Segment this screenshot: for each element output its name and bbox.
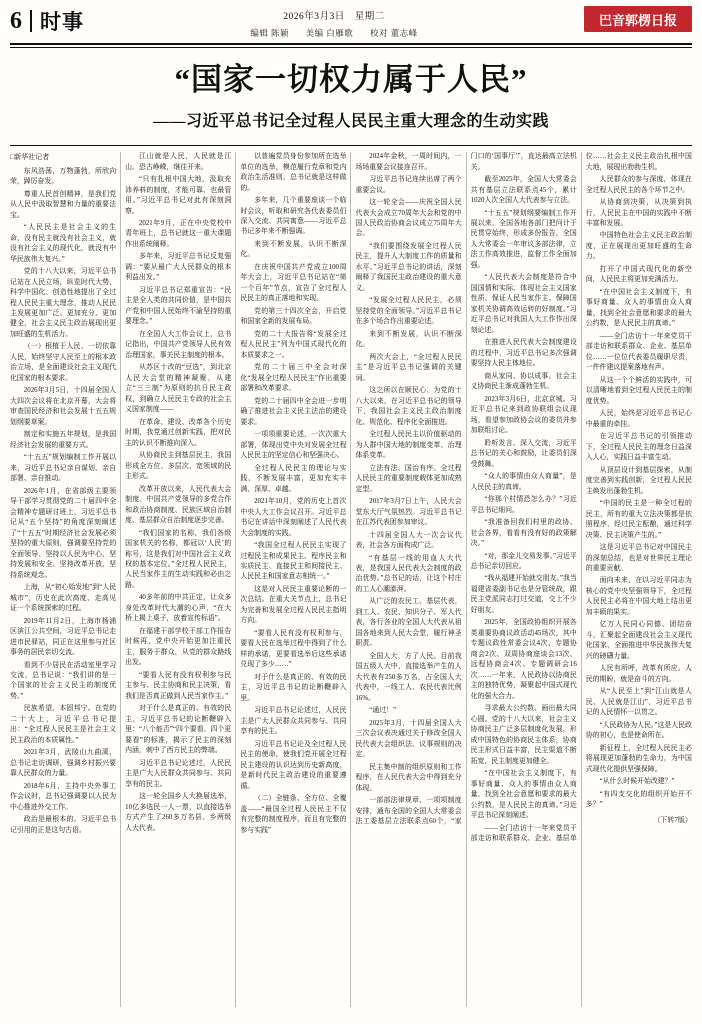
body-paragraph: 40多年前的中共正定，让众多身处改革时代大潮的心声，“在大桥上揭上桌子，放着宣传标语”。 <box>125 594 232 623</box>
body-paragraph: 从顶层设计到基层探索，从制度完善到实践创新，全过程人民民主焕发出蓬勃生机。 <box>585 466 692 495</box>
body-paragraph: 这一轮全国乡人大换届选举，10亿多选民一人一票，以直接选举方式产生了260多万名县、乡两级人大代表。 <box>125 793 232 832</box>
body-paragraph: 2018年6月，主持中央外事工作会议时，总书记强调要以人民为中心推进外交工作。 <box>10 782 117 811</box>
body-paragraph: 党的二十大报告将“发展全过程人民民主”列为中国式现代化的本质要求之一。 <box>240 330 347 359</box>
body-paragraph: 新征程上，全过程人民民主必将展现更加蓬勃的生命力，为中国式现代化提供坚强保障。 <box>585 744 692 773</box>
body-paragraph: “在中国社会主义制度下，有事好商量、众人的事情由众人商量，找到全社会意愿和要求的最大公约数，是人民民主的真谛。”习近平总书记深刻阐述。 <box>470 770 577 820</box>
body-paragraph: 人民，始终是习近平总书记心中最重的牵挂。 <box>585 410 692 428</box>
body-paragraph: “我们国家的名称，我们各级国家机关的名称，都冠以‘人民’的称号，这是我们对中国社会主义政权的基本定位。”全过程人民民主，人民当家作主的生动实践和必由之路。 <box>125 529 232 589</box>
body-paragraph: 从协商到决策，从决策到执行，人民民主在中国的实践中不断丰富和发展。 <box>585 199 692 227</box>
body-paragraph: 这是对人民民主重要论断的一次总结。在重大关节点上，总书记为完善和发展全过程人民民主指明方向。 <box>240 585 347 625</box>
page-number: 6 <box>10 8 22 34</box>
body-paragraph: 改革开放以来，人民代表大会制度、中国共产党领导的多党合作和政治协商制度、民族区域自治制度、基层群众自治制度逐步完善。 <box>125 485 232 525</box>
body-paragraph: 一项项重要论述，一次次重大部署，体现出党中央对发展全过程人民民主的坚定信心和坚强决心。 <box>240 431 347 460</box>
body-paragraph: 全过程人民民主的理论与实践，不断发展丰富，更加充实丰满、深厚、卓越。 <box>240 464 347 493</box>
credit-proofreader: 校对 董志峰 <box>369 28 418 38</box>
body-paragraph: 对于什么是真正的、有效的民主，习近平总书记的论断鞭辟入里：“八个能否”“四个要看、四个更要看”的标准，揭示了民主的深刻内涵，刺中了西方民主的弊端。 <box>125 705 232 755</box>
body-paragraph: 多年来，习近平总书记反复强调：“要从最广大人民群众的根本利益出发。” <box>125 253 232 282</box>
body-paragraph: “要看人民有没有权利参与民主参与、民主协商和民主决策，看我们是否真正做到人民当家作主。” <box>125 671 232 700</box>
body-paragraph: 江山就是人民，人民就是江山。恐古峥嵘，继往开来。 <box>125 153 232 171</box>
body-paragraph: 从这一个个鲜活的实践中，可以清晰地看到全过程人民民主的制度优势。 <box>585 376 692 405</box>
body-paragraph: “发展全过程人民民主，必须坚持党的全面领导。”习近平总书记在多个场合作出重要论述。 <box>355 297 462 326</box>
body-paragraph: 2023年3月6日，北京京城。习近平总书记来到政协联组会议现场，看望参加政协会议的委员并参加联组讨论。 <box>470 395 577 435</box>
body-paragraph: 民族希望、本固邦宁。在党的二十大上，习近平总书记提出：“全过程人民民主是社会主义民主政治的本质属性。” <box>10 705 117 744</box>
body-paragraph: ——全门店访十一年来党员干部走访和联系群众、企业、基层单位……社会主义民主政治扎根中国大地，展现出勃勃生机。 <box>470 153 692 843</box>
body-paragraph: 党的第三十四次全会，开启党和国家全新的发展布局。 <box>240 307 347 326</box>
body-paragraph: 来到不断发展，认识不断深化。 <box>240 240 347 259</box>
body-paragraph: “从什么时候开始改建？” <box>599 778 675 786</box>
body-paragraph: “对，那金儿交易发事。”习近平总书记亲切回应。 <box>470 552 577 570</box>
body-paragraph: “人民代表大会制度是符合中国国情和实际、体现社会主义国家性质、保证人民当家作主、保障国家机关协调高效运转的好制度。”习近平总书记对我国人大工作作出深刻论述。 <box>470 274 577 334</box>
body-paragraph: 尊重人民首创精神，是我们党从人民中汲取智慧和力量的重要法宝。 <box>10 190 117 219</box>
body-paragraph: 从“人民至上”到“江山就是人民、人民就是江山”，习近平总书记的人民情怀一以贯之。 <box>585 688 692 717</box>
body-paragraph: 打开了中国式现代化的新空间，人民民主将更加充满活力。 <box>585 265 692 284</box>
body-paragraph: “通过！” <box>369 707 397 715</box>
body-paragraph: 习近平总书记论及全过程人民民主的使命，使我们党开展全过程民主建设的认识达到历史新高度，是新时代民主政治建设的重要遵循。 <box>240 740 347 790</box>
body-paragraph: （一）根植于人民、一切依靠人民，始终坚守人民至上的根本政治立场，是全面建设社会主义现代化国家的根本要求。 <box>10 343 117 382</box>
body-paragraph: 2021年9月，正在中央党校中青年班上，总书记就这一重大课题作出系统阐释。 <box>125 219 232 248</box>
body-paragraph: 两次大会上，“全过程人民民主”是习近平总书记强调的关键词。 <box>355 353 462 382</box>
body-paragraph: 这一轮全会——庆祝全国人民代表大会成立70周年大会和党的中国人民政治协商会议成立75周年大会。 <box>355 199 462 238</box>
body-paragraph: “中国的民主是一种全过程的民主，所有的重大立法决策都是依照程序、经过民主酝酿，通过科学决策、民主决策产生的。” <box>585 500 692 539</box>
credit-designer: 美编 白雁歌 <box>305 28 354 38</box>
body-paragraph: 2025年，全国政协组织开展各类重要协商议政活动45场次，其中专题议政性常委会议4次、专题协商会2次、双周协商座谈会13次、远程协商会4次、专题调研会16次……一年来，人民政协以协商民主的独特优势，凝聚起中国式现代化的强大合力。 <box>470 619 577 700</box>
article-headline: “国家一切权力属于人民” <box>174 61 528 97</box>
body-paragraph: “有四支交化的组织开始开不多？” <box>585 790 692 809</box>
body-paragraph: 全国人大，方了人民。目前我国五级人大中，直接选举产生的人大代表有250多万名，占全国人大代表中，一线工人、农民代表比例16%。 <box>355 652 462 702</box>
body-paragraph: 党的二十届四中全会进一步明确了推进社会主义民主法治的建设要求。 <box>240 397 347 426</box>
body-paragraph: 党的十八大以来，习近平总书记站在人民立场，纵览时代大势，科学中国化、创造性地提出了全过程人民民主重大理念，推动人民民主发展更加广泛、更加充分、更加健全，社会主义民主政治展现出更加旺盛的生机活力。 <box>10 268 117 338</box>
body-paragraph: 商从家同、协以成事。社会主义协商民主渐成蓬勃生机。 <box>470 372 577 391</box>
body-paragraph: 在习近平总书记的引领推动下，全过程人民民主的理念日益深入人心，实践日益丰富生动。 <box>585 433 692 462</box>
body-paragraph: “我国全过程人民民主实现了过程民主和成果民主、程序民主和实质民主、直接民主和间接民主、人民民主和国家意志相统一。” <box>240 542 347 581</box>
masthead-left <box>10 6 84 36</box>
body-paragraph: 习近平总书记连续出席了两个重要会议。 <box>355 176 462 194</box>
body-paragraph: “我们要围绕发展全过程人民民主，提升人大制度工作的质量和水平。”习近平总书记的讲话，深刻阐释了我国民主政治建设的重大意义。 <box>355 242 462 292</box>
body-paragraph: 制定和实施五年规划，是我国经济社会发展的重要方式。 <box>10 431 117 449</box>
body-paragraph: （二）全链条、全方位、全覆盖——“最国全过程人民民主不仅有完整的制度程序，而且有完整的参与实践” <box>240 795 347 834</box>
body-paragraph: 十四届全国人大一次会议代表，社会各方面构成广泛。 <box>355 531 462 550</box>
publication-date: 2026年3月3日 星期二 <box>283 12 385 22</box>
credit-editor: 编辑 陈颖 <box>250 28 290 38</box>
article-byline: □新华社记者 <box>10 153 50 162</box>
body-paragraph: 习近平总书记郑重宣告：“民主是全人类的共同价值，是中国共产党和中国人民始终不渝坚持的重要理念。” <box>125 286 232 326</box>
body-paragraph: “只有扎根中国大地，汲取充沛养料的制度，才能可靠、也最管用。”习近平总书记对此有深刻洞察。 <box>125 176 232 215</box>
body-paragraph: 2017年3月7日上午，人民大会堂东大厅气氛热烈。习近平总书记在江苏代表团参加审议。 <box>355 498 462 527</box>
body-paragraph: 人民群众的参与深度，体现在全过程人民民主的各个环节之中。 <box>585 176 692 194</box>
body-paragraph: 2021年10月，党的历史上首次中央人大工作会议召开。习近平总书记在讲话中深刻阐述了人民代表大会制度的实践。 <box>240 498 347 537</box>
body-paragraph: 从苏区十改的“豆选”，到北京人民大会堂的精神凝聚，从建立“三三制”为原则的抗日民主政权，到确立人民民主专政的社会主义国家制度—— <box>125 364 232 414</box>
body-paragraph: “众人的事情由众人商量”，是人民民主的真谛。 <box>470 473 577 491</box>
masthead-rule <box>10 43 692 45</box>
body-paragraph: 在福建干部学校干部工作报告时候再，党中央开始更加注重民主，服务于群众，从党的群众路线出发。 <box>125 627 232 667</box>
section-name: 时事 <box>40 10 84 34</box>
body-paragraph: ——全门店访十一年来党员干部走访和联系群众、企业、基层单位……一位位代表委员履职尽责，一件件建议提案落地有声。 <box>585 332 692 372</box>
body-paragraph: 2021年3月，武陵山九曲溪，总书记走访调研，强调乡村振兴要靠人民群众的力量。 <box>10 749 117 778</box>
body-paragraph: 从广泛的农民工、基层代表，到工人、农民、知识分子、军人代表，各行各业的全国人大代表从祖国各地来到人民大会堂，履行神圣职责。 <box>355 598 462 648</box>
body-paragraph: 来到不断发展，认识不断深化。 <box>355 330 462 349</box>
editorial-credits <box>250 27 417 39</box>
body-paragraph: 中国特色社会主义民主政治制度，正在展现出更加旺盛的生命力。 <box>585 232 692 261</box>
body-paragraph: 全过程人民民主以价值驱动的为人群中国大地的制度变革、治理体系变革。 <box>355 431 462 460</box>
masthead-center <box>84 6 584 39</box>
body-paragraph: “人民民主是社会主义的生命，没有民主就没有社会主义，就没有社会主义的现代化，就没有中华民族伟大复兴。” <box>10 224 117 263</box>
masthead <box>10 6 692 40</box>
headline-rule <box>10 145 692 146</box>
body-paragraph: 民主集中制的组织原则和工作程序，在人民代表大会中得到充分体现。 <box>355 763 462 792</box>
continuation-note: （下转7版） <box>653 815 692 824</box>
body-paragraph: 2026年3月5日，十四届全国人大四次会议将在北京开幕，大会将审查国民经济和社会发展十五五规划纲要草案。 <box>10 387 117 426</box>
body-paragraph: “我从福建开始就交朋友。”我当福建省委副书记也是分管统战，跟民主党派同志打过交道，交上不少好朋友。 <box>470 575 577 614</box>
body-paragraph: 这是习近平总书记对中国民主的深刻总结，也是对世界民主理论的重要贡献。 <box>585 544 692 572</box>
body-paragraph: “在中国社会主义制度下，有事好商量、众人的事情由众人商量，找到全社会意愿和要求的最大公约数，是人民民主的真谛。” <box>585 288 692 328</box>
body-paragraph: 这之所以在顺民心、为党的十八大以来，在习近平总书记的领导下，我国社会主义民主政治制度化、规范化、程序化全面推进。 <box>355 387 462 426</box>
body-paragraph: 从协商民主到基层民主，我国形成全方位、多层次、宽领域的民主形式。 <box>125 452 232 481</box>
body-paragraph: 东风浩荡，万物蓬勃，所欣向荣，踔厉奋发。 <box>10 167 117 186</box>
body-paragraph: 上海，从“初心始发地”到“人民城市”，历史在此次高度、走高见证一个系统探索的过程。 <box>10 584 117 613</box>
body-paragraph: 亿万人民同心同德、团结奋斗，汇聚起全面建设社会主义现代化国家、全面推进中华民族伟大复兴的磅礴力量。 <box>585 621 692 660</box>
body-paragraph: 政治是最根本的。习近平总书记引用的正是这句古语。 <box>10 816 117 834</box>
body-paragraph: “十五五”规划纲要编制工作开展以来，全国各地各部门把问计于民贯穿始终，形成多份报告，全国人大常委会一年审议多部法律，立法工作高效推进，监督工作全面加强。 <box>470 209 577 269</box>
body-paragraph: 截至2025年，全国人大常委会共有基层立法联系点45个，累计1020人次全国人大代表参与立法。 <box>470 176 577 205</box>
body-paragraph: 在革命、建设、改革各个历史时期，我党通过创新实践，把对民主的认识不断推向深入。 <box>125 418 232 447</box>
body-paragraph: “你那个村情恐怎么办？”习近平总书记细问。 <box>470 496 577 514</box>
body-paragraph: 2026年1月，在省部级主要领导干部学习贯彻党的二十届四中全会精神专题研讨班上，习近平总书记从“五个坚持”的角度深刻阐述了“十五五”时期经济社会发展必须坚持的重大原则，强调要坚持党的全面领导、坚持以人民为中心、坚持发展和安全、坚持改革开放、坚持系统观念。 <box>10 487 117 579</box>
body-paragraph: 面向未来，在以习近平同志为核心的党中央坚强领导下，全过程人民民主必将在中国大地上结出更加丰硕的果实。 <box>585 577 692 616</box>
body-paragraph: “十五五”规划编制工作开展以来，习近平总书记亲自谋划、亲自部署、亲自推动。 <box>10 454 117 483</box>
body-paragraph: “我准备回我们村里的政协、社会各界，看看有没有好的政策解决。” <box>470 519 577 548</box>
body-paragraph: 人民有所呼，改革有所应。人民的期盼，就是奋斗的方向。 <box>585 665 692 683</box>
body-paragraph: 对于什么是真正的、有效的民主，习近平总书记的论断鞭辟入里。 <box>240 673 347 702</box>
body-paragraph: 2025年3月，十四届全国人大三次会议表决通过关于修改全国人民代表大会组织法、议事规则的决定。 <box>355 719 462 759</box>
body-paragraph: 一部部法律规章、一项项制度安排，通布全国的全国人大常委会法工委基层立法联系点60个，“家门口的‘国事厅’”，直达最高立法机关。 <box>355 153 577 826</box>
body-paragraph: “有基层一线的用血人大代表，是我国人民代表大会制度的政治优势。”总书记的话，让这个村庄的工人心潮澎湃。 <box>355 554 462 593</box>
body-paragraph: 习近平总书记论述过，人民民主是广大人民群众共同参与、共同享有的民主。 <box>125 759 232 788</box>
body-paragraph: 聆听发言、深入交流，习近平总书记的关心和鼓励，让委员们深受鼓舞。 <box>470 439 577 468</box>
body-paragraph: “要看人民有没有权利参与，要看人民在选举过程中得到了什么样的承诺，更要看选举后这些承诺兑现了多少……” <box>240 629 347 669</box>
headline-block <box>10 48 692 138</box>
body-paragraph: 立法有法、国治有序。全过程人民民主的重要制度载体更加成熟定型。 <box>355 464 462 493</box>
body-paragraph: 在推进人民代表大会制度建设的过程中，习近平总书记多次强调要坚持人民主体地位。 <box>470 339 577 368</box>
body-paragraph: 看到不少居民在活动室里学习交流，总书记说：“我们讲的是一个国家的社会主义民主的制度优势。” <box>10 661 117 700</box>
body-paragraph: 以普遍党员身份参加所在选举单位的选举，模范履行党章和党内政治生活准则，总书记就是这样做的。 <box>240 153 347 192</box>
body-paragraph: 2019年11月2日，上海市杨浦区滨江公共空间，习近平总书记走进市民驿站，同正在这里参与社区事务的居民亲切交流。 <box>10 617 117 657</box>
newspaper-nameplate: 巴音郭楞日报 <box>584 6 692 32</box>
article-subheadline: ——习近平总书记全过程人民民主重大理念的生动实践 <box>152 113 549 131</box>
body-paragraph: 党的二十届三中全会对深化“发展全过程人民民主”作出重要部署和改革要求。 <box>240 364 347 393</box>
body-paragraph: “人民政协为人民。”这是人民政协的初心，也是使命所在。 <box>585 721 692 740</box>
article-body <box>10 152 692 1007</box>
body-paragraph: 多年来，几个重要座谈一个临时会议，听取和研究各代表委员们深入交流、共同寓意——习近平总书记多年来不断强调。 <box>240 197 347 236</box>
body-paragraph: 习近平总书记论述过，人民民主是广大人民群众共同参与、共同享有的民主。 <box>240 707 347 736</box>
masthead-divider <box>30 10 32 32</box>
body-paragraph: 在庆祝中国共产党成立100周年大会上，习近平总书记站在“第一个百年”节点，宣告了全过程人民民主的真正落地和实现。 <box>240 263 347 303</box>
body-paragraph: 在全国人大工作会议上，总书记指出，中国共产党领导人民有效治理国家，事关民主制度的根本。 <box>125 330 232 359</box>
body-paragraph: 寻求最大公约数、画出最大同心圆。党的十八大以来，社会主义协商民主广泛多层制度化发展，形成中国特色的协商民主体系，协商民主形式日益丰富，民主渠道不断拓宽，民主制度更加健全。 <box>470 705 577 765</box>
body-paragraph: 2024年金秋，一周时间内，一场场重要会议接连召开。 <box>355 153 462 171</box>
